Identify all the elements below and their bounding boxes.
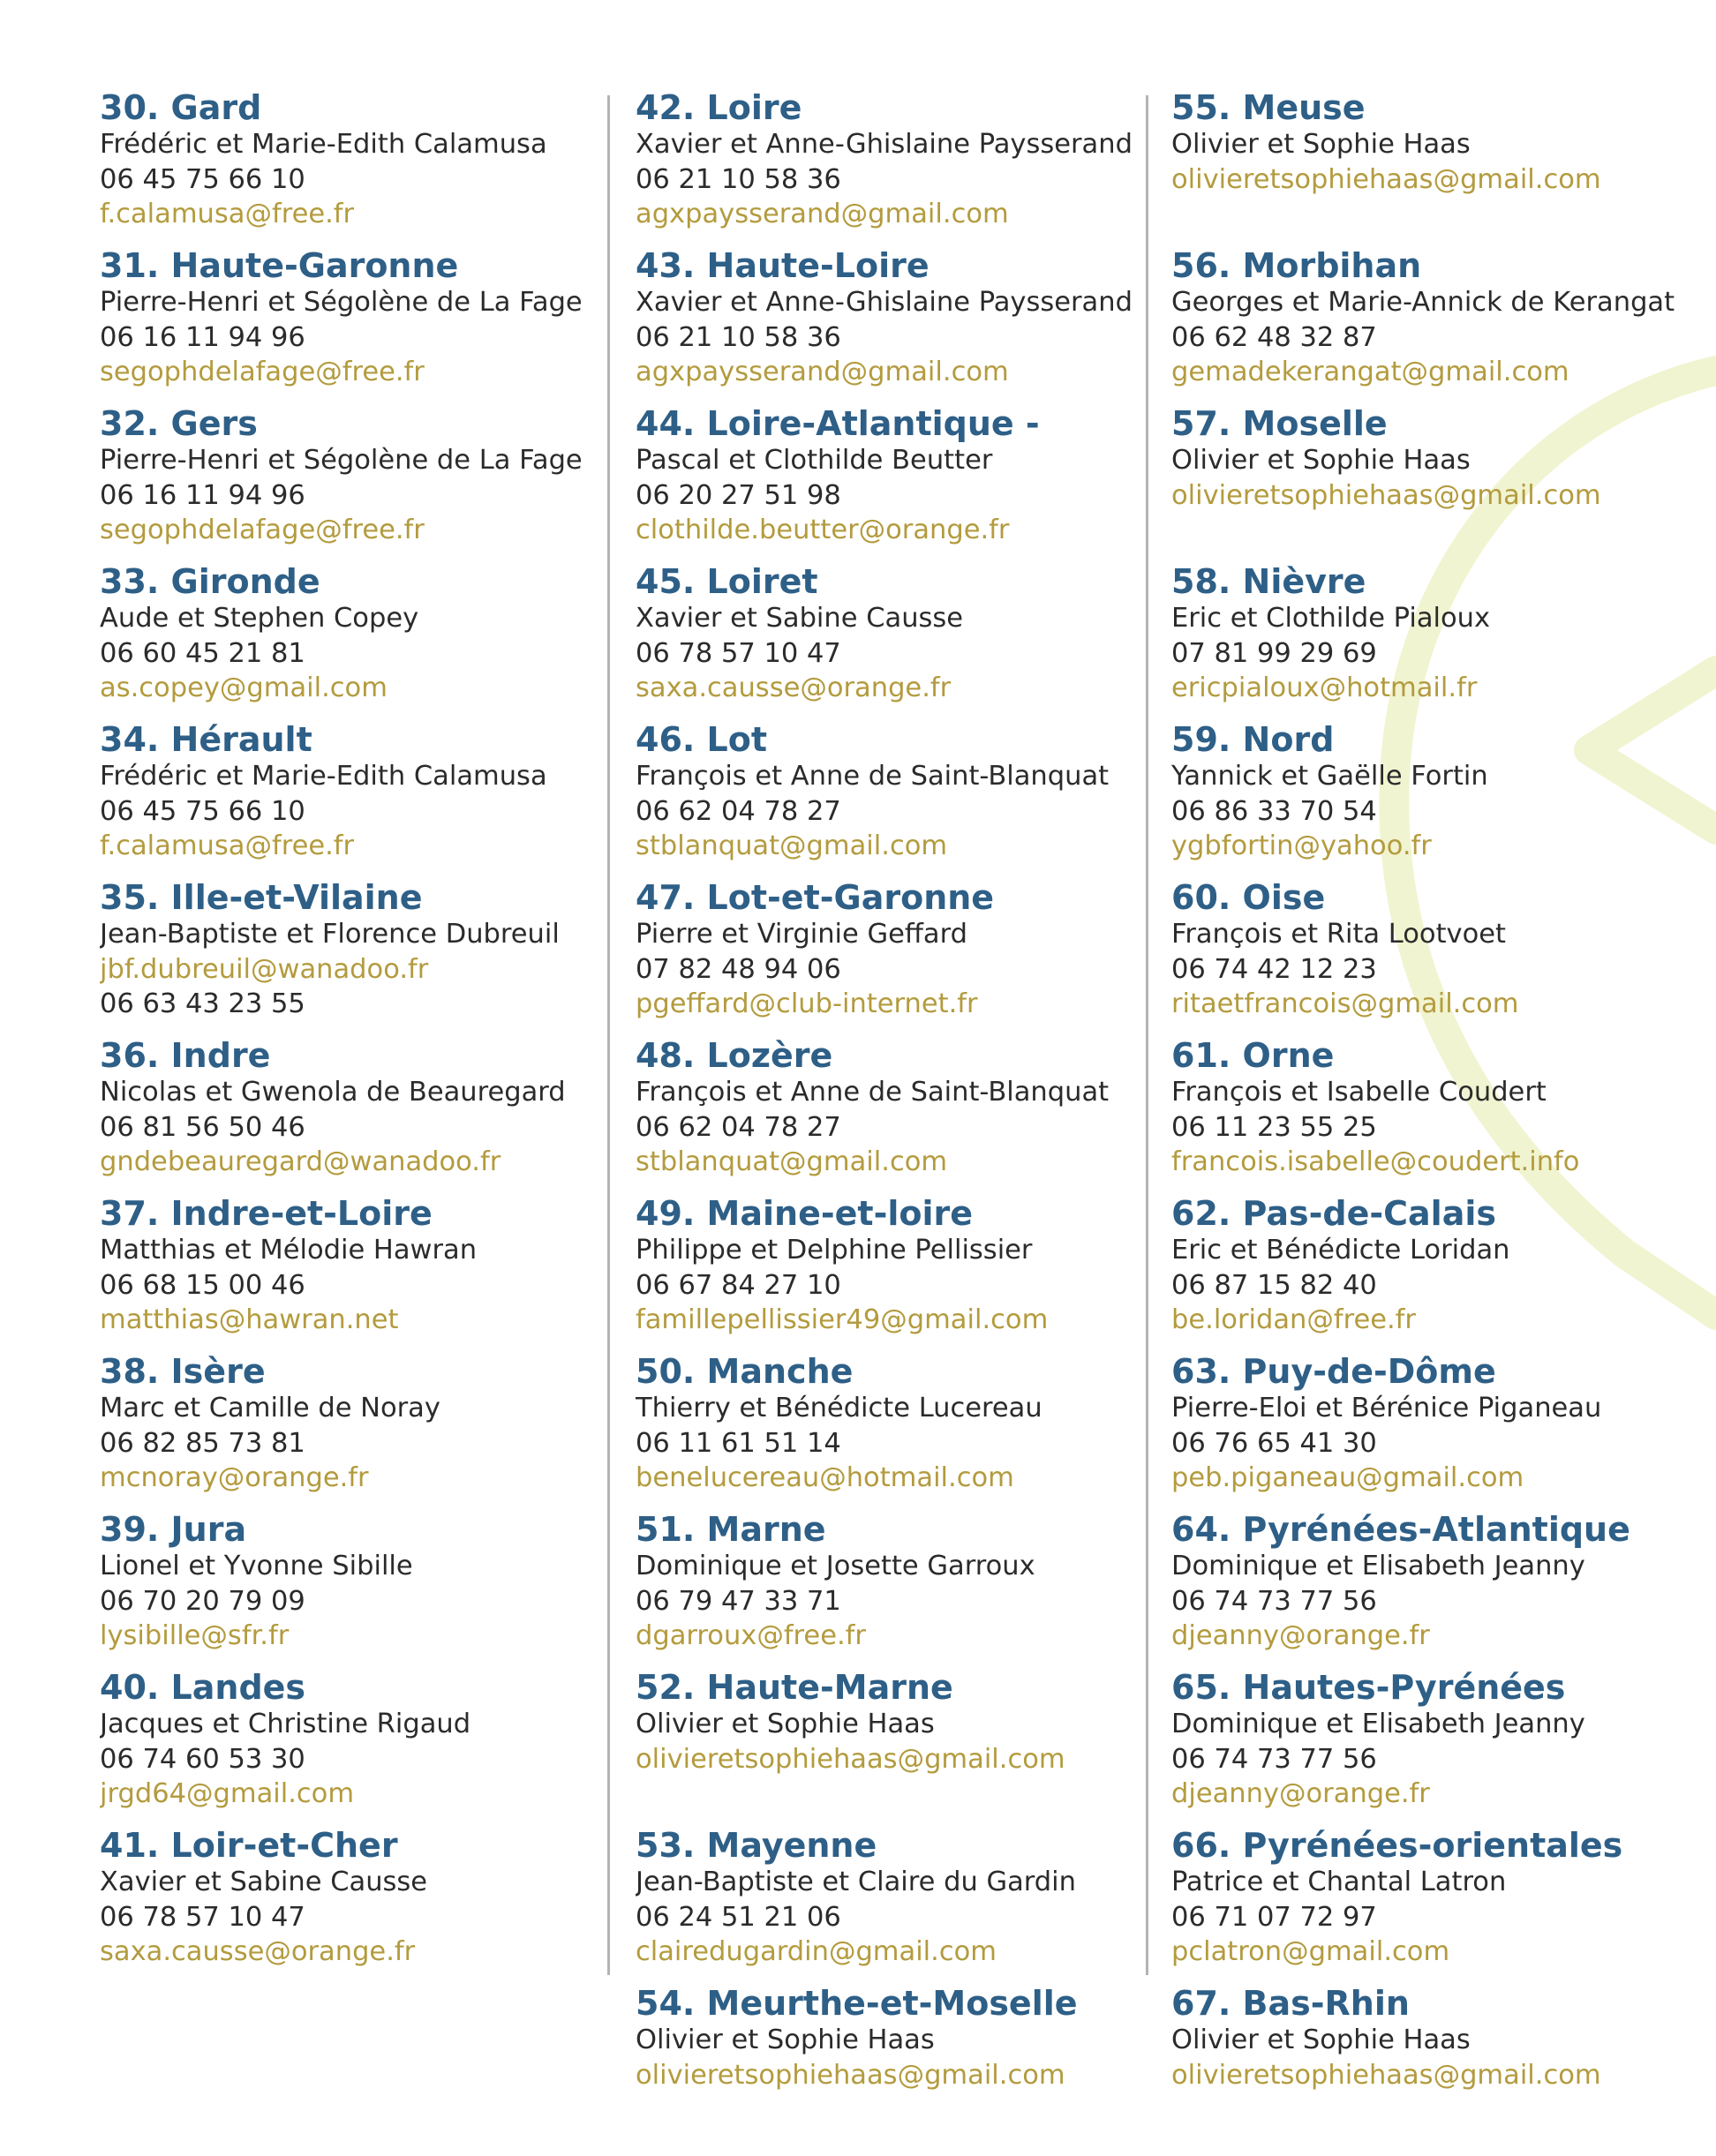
contact-phone: 06 62 04 78 27	[636, 1111, 841, 1143]
contact-email-link[interactable]: segophdelafage@free.fr	[100, 515, 425, 545]
department-entry-67-bas-rhin	[1171, 1984, 1701, 2142]
department-title: 34. Hérault	[100, 720, 312, 759]
department-title: 60. Oise	[1171, 878, 1326, 917]
contact-names: Jean-Baptiste et Claire du Gardin	[636, 1867, 1076, 1897]
contact-phone: 06 67 84 27 10	[636, 1269, 841, 1301]
department-entry-32-gers	[100, 404, 594, 562]
contact-email-link[interactable]: agxpaysserand@gmail.com	[636, 199, 1009, 229]
contact-names: Eric et Clothilde Pialoux	[1171, 603, 1491, 634]
department-entry-47-lot-et-garonne	[636, 878, 1134, 1036]
department-entry-50-manche	[636, 1352, 1134, 1510]
department-title: 58. Nièvre	[1171, 562, 1366, 601]
contact-names: Olivier et Sophie Haas	[1171, 2025, 1471, 2055]
contact-email-link[interactable]: segophdelafage@free.fr	[100, 357, 425, 387]
contact-email-link[interactable]: ritaetfrancois@gmail.com	[1171, 988, 1519, 1019]
department-entry-60-oise	[1171, 878, 1701, 1036]
department-entry-49-maine-et-loire	[636, 1194, 1134, 1352]
department-entry-41-loir-et-cher	[100, 1826, 594, 1984]
department-title: 54. Meurthe-et-Moselle	[636, 1984, 1078, 2023]
contact-phone: 06 45 75 66 10	[100, 163, 305, 195]
department-title: 66. Pyrénées-orientales	[1171, 1826, 1623, 1865]
contact-names: Dominique et Josette Garroux	[636, 1551, 1035, 1581]
department-entry-43-haute-loire	[636, 246, 1134, 404]
department-entry-46-lot	[636, 720, 1134, 878]
department-title: 61. Orne	[1171, 1036, 1335, 1075]
contact-names: Eric et Bénédicte Loridan	[1171, 1235, 1510, 1266]
department-title: 46. Lot	[636, 720, 768, 759]
contact-email-link[interactable]: stblanquat@gmail.com	[636, 830, 948, 861]
department-entry-59-nord	[1171, 720, 1701, 878]
contact-names: Olivier et Sophie Haas	[636, 2025, 935, 2055]
department-title: 59. Nord	[1171, 720, 1335, 759]
department-entry-58-nievre	[1171, 562, 1701, 720]
department-title: 41. Loir-et-Cher	[100, 1826, 398, 1865]
contact-phone: 06 21 10 58 36	[636, 321, 841, 353]
contact-names: Pascal et Clothilde Beutter	[636, 445, 993, 476]
department-title: 47. Lot-et-Garonne	[636, 878, 995, 917]
contact-names: Frédéric et Marie-Edith Calamusa	[100, 761, 547, 792]
contact-phone: 06 74 73 77 56	[1171, 1585, 1377, 1617]
department-title: 62. Pas-de-Calais	[1171, 1194, 1496, 1233]
contact-email-link[interactable]: stblanquat@gmail.com	[636, 1146, 948, 1177]
department-title: 32. Gers	[100, 404, 258, 443]
contact-names: Xavier et Sabine Causse	[100, 1867, 428, 1897]
contact-phone: 06 16 11 94 96	[100, 479, 305, 511]
department-entry-62-pas-de-calais	[1171, 1194, 1701, 1352]
contact-names: François et Rita Lootvoet	[1171, 919, 1506, 950]
department-entry-56-morbihan	[1171, 246, 1701, 404]
department-title: 49. Maine-et-loire	[636, 1194, 974, 1233]
column-1	[100, 88, 594, 1984]
department-entry-61-orne	[1171, 1036, 1701, 1194]
contact-email-link[interactable]: be.loridan@free.fr	[1171, 1304, 1416, 1335]
contact-phone: 06 87 15 82 40	[1171, 1269, 1377, 1301]
contact-email-link[interactable]: agxpaysserand@gmail.com	[636, 357, 1009, 387]
contact-phone: 06 68 15 00 46	[100, 1269, 305, 1301]
contact-email-link[interactable]: dgarroux@free.fr	[636, 1620, 866, 1651]
contact-names: Dominique et Elisabeth Jeanny	[1171, 1551, 1585, 1581]
contact-names: Jean-Baptiste et Florence Dubreuil	[100, 919, 560, 950]
department-entry-45-loiret	[636, 562, 1134, 720]
department-title: 50. Manche	[636, 1352, 854, 1391]
contact-email-link[interactable]: jrgd64@gmail.com	[100, 1778, 355, 1809]
contact-phone: 06 78 57 10 47	[636, 637, 841, 669]
department-entry-37-indre-et-loire	[100, 1194, 594, 1352]
contact-email-link[interactable]: olivieretsophiehaas@gmail.com	[1171, 479, 1601, 511]
contact-email-link[interactable]: pclatron@gmail.com	[1171, 1936, 1450, 1967]
department-entry-65-hautes-pyrenees	[1171, 1668, 1701, 1826]
department-title: 52. Haute-Marne	[636, 1668, 953, 1707]
department-entry-53-mayenne	[636, 1826, 1134, 1984]
contact-email-link[interactable]: mcnoray@orange.fr	[100, 1462, 369, 1493]
contact-email-link[interactable]: francois.isabelle@coudert.info	[1171, 1146, 1580, 1177]
department-title: 30. Gard	[100, 88, 262, 127]
department-title: 67. Bas-Rhin	[1171, 1984, 1410, 2023]
department-title: 51. Marne	[636, 1510, 826, 1549]
contact-phone: 06 82 85 73 81	[100, 1427, 305, 1459]
contact-phone: 07 82 48 94 06	[636, 953, 841, 985]
contact-email-link[interactable]: olivieretsophiehaas@gmail.com	[1171, 2059, 1601, 2091]
contact-names: Matthias et Mélodie Hawran	[100, 1235, 478, 1266]
column-3	[1171, 88, 1701, 2142]
department-title: 31. Haute-Garonne	[100, 246, 459, 285]
contact-names: François et Isabelle Coudert	[1171, 1077, 1547, 1108]
department-entry-33-gironde	[100, 562, 594, 720]
contact-names: Jacques et Christine Rigaud	[100, 1709, 471, 1739]
contact-email-link[interactable]: f.calamusa@free.fr	[100, 199, 355, 229]
contact-phone: 06 62 04 78 27	[636, 795, 841, 827]
contact-phone: 06 74 60 53 30	[100, 1743, 305, 1775]
department-entry-51-marne	[636, 1510, 1134, 1668]
contact-email-link[interactable]: famillepellissier49@gmail.com	[636, 1304, 1049, 1335]
department-title: 36. Indre	[100, 1036, 271, 1075]
column-divider-1	[607, 95, 610, 1975]
department-title: 64. Pyrénées-Atlantique	[1171, 1510, 1630, 1549]
contact-phone: 06 45 75 66 10	[100, 795, 305, 827]
department-entry-66-pyrenees-orientales	[1171, 1826, 1701, 1984]
department-title: 65. Hautes-Pyrénées	[1171, 1668, 1566, 1707]
contact-email-link[interactable]: as.copey@gmail.com	[100, 672, 388, 703]
department-title: 44. Loire-Atlantique -	[636, 404, 1040, 443]
contact-names: Lionel et Yvonne Sibille	[100, 1551, 413, 1581]
contact-email-link[interactable]: clothilde.beutter@orange.fr	[636, 515, 1010, 545]
contact-email-link[interactable]: djeanny@orange.fr	[1171, 1778, 1430, 1809]
contact-names: Olivier et Sophie Haas	[1171, 445, 1471, 476]
contact-email-link[interactable]: matthias@hawran.net	[100, 1304, 399, 1335]
contact-names: Philippe et Delphine Pellissier	[636, 1235, 1033, 1266]
department-entry-64-pyrenees-atlantique	[1171, 1510, 1701, 1668]
contact-phone: 06 76 65 41 30	[1171, 1427, 1377, 1459]
contact-phone: 06 78 57 10 47	[100, 1901, 305, 1933]
contact-names: Pierre-Eloi et Bérénice Piganeau	[1171, 1393, 1602, 1424]
contact-phone: 07 81 99 29 69	[1171, 637, 1377, 669]
contact-email-link[interactable]: pgeffard@club-internet.fr	[636, 988, 978, 1019]
department-entry-55-meuse	[1171, 88, 1701, 246]
department-entry-52-haute-marne	[636, 1668, 1134, 1826]
contact-names: François et Anne de Saint-Blanquat	[636, 761, 1110, 792]
department-title: 43. Haute-Loire	[636, 246, 930, 285]
contact-email-link[interactable]: lysibille@sfr.fr	[100, 1620, 290, 1651]
contact-names: Yannick et Gaëlle Fortin	[1171, 761, 1488, 792]
department-title: 45. Loiret	[636, 562, 818, 601]
department-entry-34-herault	[100, 720, 594, 878]
contact-names: Nicolas et Gwenola de Beauregard	[100, 1077, 566, 1108]
contact-email-link[interactable]: clairedugardin@gmail.com	[636, 1936, 997, 1967]
contact-phone: 06 74 42 12 23	[1171, 953, 1377, 985]
contact-email-link[interactable]: f.calamusa@free.fr	[100, 830, 355, 861]
department-entry-63-puy-de-dome	[1171, 1352, 1701, 1510]
column-divider-2	[1146, 95, 1148, 1975]
contact-email-link[interactable]: saxa.causse@orange.fr	[100, 1936, 416, 1967]
department-entry-38-isere	[100, 1352, 594, 1510]
contact-names: Pierre-Henri et Ségolène de La Fage	[100, 287, 583, 318]
contact-email-link[interactable]: ygbfortin@yahoo.fr	[1171, 830, 1432, 861]
contact-phone: 06 86 33 70 54	[1171, 795, 1377, 827]
contact-email-link[interactable]: saxa.causse@orange.fr	[636, 672, 952, 703]
contact-email-link[interactable]: ericpialoux@hotmail.fr	[1171, 672, 1478, 703]
contact-email-link[interactable]: olivieretsophiehaas@gmail.com	[1171, 163, 1601, 195]
contact-phone: 06 74 73 77 56	[1171, 1743, 1377, 1775]
department-entry-36-indre	[100, 1036, 594, 1194]
department-title: 39. Jura	[100, 1510, 247, 1549]
contact-email-link[interactable]: jbf.dubreuil@wanadoo.fr	[100, 953, 429, 985]
contact-names: Marc et Camille de Noray	[100, 1393, 440, 1424]
department-entry-57-moselle	[1171, 404, 1701, 562]
contact-email-link[interactable]: benelucereau@hotmail.com	[636, 1462, 1014, 1493]
department-title: 56. Morbihan	[1171, 246, 1422, 285]
department-title: 48. Lozère	[636, 1036, 833, 1075]
contact-names: Dominique et Elisabeth Jeanny	[1171, 1709, 1585, 1739]
contact-names: Pierre-Henri et Ségolène de La Fage	[100, 445, 583, 476]
contact-email-link[interactable]: peb.piganeau@gmail.com	[1171, 1462, 1524, 1493]
department-title: 53. Mayenne	[636, 1826, 877, 1865]
department-entry-40-landes	[100, 1668, 594, 1826]
contact-names: Patrice et Chantal Latron	[1171, 1867, 1507, 1897]
contact-phone: 06 11 61 51 14	[636, 1427, 841, 1459]
contact-phone: 06 20 27 51 98	[636, 479, 841, 511]
department-title: 63. Puy-de-Dôme	[1171, 1352, 1496, 1391]
contact-names: Aude et Stephen Copey	[100, 603, 419, 634]
department-entry-35-ille-et-vilaine	[100, 878, 594, 1036]
contact-phone: 06 63 43 23 55	[100, 988, 305, 1019]
department-entry-42-loire	[636, 88, 1134, 246]
contact-names: Frédéric et Marie-Edith Calamusa	[100, 129, 547, 160]
contact-names: Thierry et Bénédicte Lucereau	[636, 1393, 1042, 1424]
department-entry-39-jura	[100, 1510, 594, 1668]
department-entry-44-loire-atlantique	[636, 404, 1134, 562]
contact-phone: 06 11 23 55 25	[1171, 1111, 1377, 1143]
department-title: 55. Meuse	[1171, 88, 1366, 127]
department-title: 33. Gironde	[100, 562, 320, 601]
department-title: 38. Isère	[100, 1352, 266, 1391]
contact-names: Olivier et Sophie Haas	[636, 1709, 935, 1739]
contact-email-link[interactable]: gndebeauregard@wanadoo.fr	[100, 1146, 501, 1177]
contact-names: Georges et Marie-Annick de Kerangat	[1171, 287, 1675, 318]
department-entry-48-lozere	[636, 1036, 1134, 1194]
contact-names: Xavier et Anne-Ghislaine Paysserand	[636, 287, 1133, 318]
contact-phone: 06 16 11 94 96	[100, 321, 305, 353]
contact-email-link[interactable]: olivieretsophiehaas@gmail.com	[636, 1743, 1065, 1775]
contact-phone: 06 70 20 79 09	[100, 1585, 305, 1617]
contact-phone: 06 24 51 21 06	[636, 1901, 841, 1933]
contact-phone: 06 71 07 72 97	[1171, 1901, 1377, 1933]
contact-names: François et Anne de Saint-Blanquat	[636, 1077, 1110, 1108]
contact-phone: 06 79 47 33 71	[636, 1585, 841, 1617]
department-title: 57. Moselle	[1171, 404, 1388, 443]
contact-phone: 06 21 10 58 36	[636, 163, 841, 195]
department-entry-31-haute-garonne	[100, 246, 594, 404]
department-title: 37. Indre-et-Loire	[100, 1194, 433, 1233]
contact-names: Pierre et Virginie Geffard	[636, 919, 967, 950]
contact-names: Xavier et Anne-Ghislaine Paysserand	[636, 129, 1133, 160]
contact-names: Olivier et Sophie Haas	[1171, 129, 1471, 160]
contact-phone: 06 62 48 32 87	[1171, 321, 1377, 353]
department-entry-30-gard	[100, 88, 594, 246]
contact-email-link[interactable]: djeanny@orange.fr	[1171, 1620, 1430, 1651]
department-entry-54-meurthe-et-moselle	[636, 1984, 1134, 2142]
contact-email-link[interactable]: gemadekerangat@gmail.com	[1171, 357, 1569, 387]
contact-phone: 06 60 45 21 81	[100, 637, 305, 669]
contact-email-link[interactable]: olivieretsophiehaas@gmail.com	[636, 2059, 1065, 2091]
department-title: 40. Landes	[100, 1668, 306, 1707]
contact-names: Xavier et Sabine Causse	[636, 603, 964, 634]
contact-phone: 06 81 56 50 46	[100, 1111, 305, 1143]
department-title: 35. Ille-et-Vilaine	[100, 878, 423, 917]
department-title: 42. Loire	[636, 88, 802, 127]
column-2	[636, 88, 1134, 2142]
